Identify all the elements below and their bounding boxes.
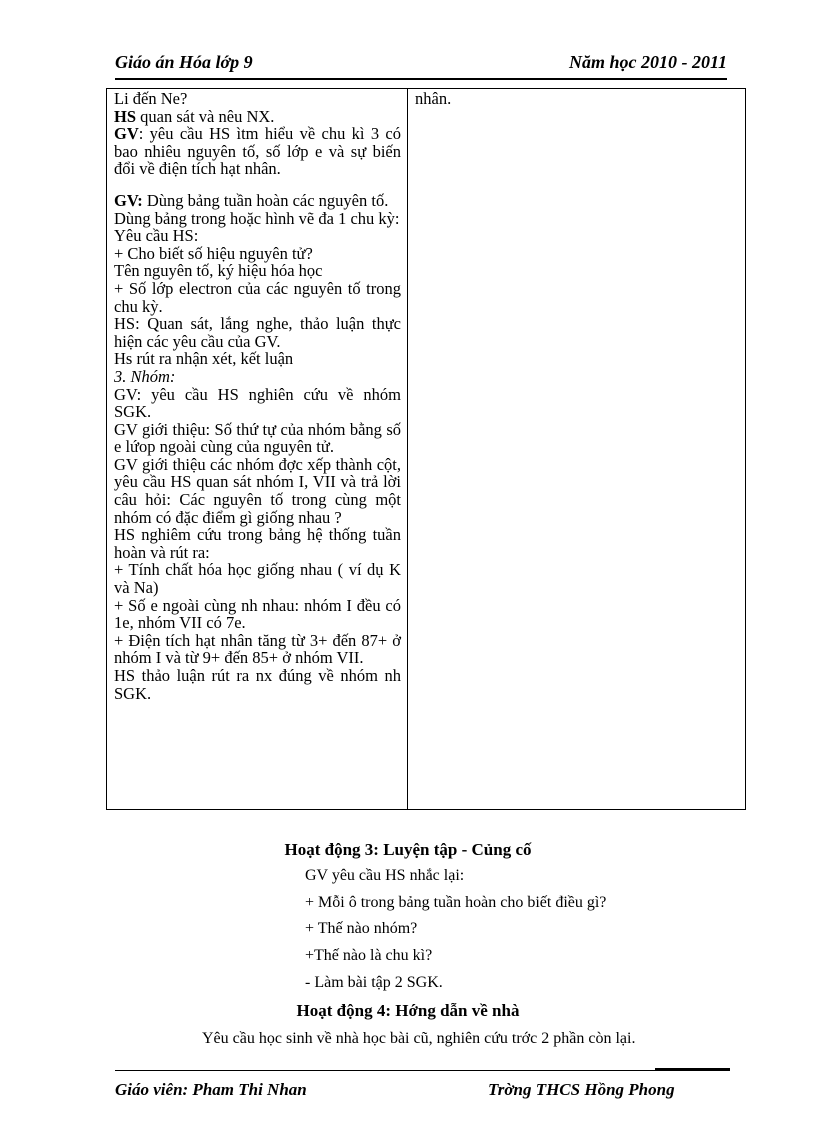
- bold-lead: HS: [114, 106, 137, 126]
- left-paragraph: [114, 108, 401, 126]
- paragraph-gap: [114, 178, 401, 192]
- left-paragraph: [114, 526, 401, 561]
- paragraph-text: HS nghiêm cứu trong bảng hệ thống tuần hoàn và rút ra:: [114, 525, 401, 562]
- activity3-line: GV yêu cầu HS nhắc lại:: [305, 867, 465, 884]
- paragraph-text: Dùng bảng trong hoặc hình vẽ đa 1 chu kỳ:: [114, 208, 400, 228]
- bold-lead: GV:: [114, 190, 143, 210]
- paragraph-text: + Cho biết số hiệu nguyên tử?: [114, 243, 313, 263]
- paragraph-text: GV giới thiệu các nhóm đợc xếp thành cột, yêu cầu HS quan sát nhóm I, VII và trả lời câu hỏi: Các nguyên tố trong cùng một nhóm có đặc điểm gì giống nhau ?: [114, 454, 401, 527]
- footer-school: Trờng THCS Hồng Phong: [488, 1080, 675, 1099]
- left-paragraph: [114, 262, 401, 280]
- left-paragraph: [114, 315, 401, 350]
- activity4-text: Yêu cầu học sinh về nhà học bài cũ, nghiên cứu trớc 2 phần còn lại.: [202, 1030, 636, 1047]
- left-paragraph: [114, 90, 401, 108]
- paragraph-text: Tên nguyên tố, ký hiệu hóa học: [114, 261, 323, 281]
- paragraph-text: Yêu cầu HS:: [114, 226, 199, 246]
- activity3-line: - Làm bài tập 2 SGK.: [305, 974, 443, 991]
- left-paragraph: [114, 245, 401, 263]
- footer-teacher: Giáo viên: Pham Thi Nhan: [115, 1080, 307, 1099]
- left-paragraph: [114, 456, 401, 526]
- left-paragraph: [114, 280, 401, 315]
- left-paragraph: [114, 125, 401, 178]
- paragraph-text: GV giới thiệu: Số thứ tự của nhóm bằng số e lứop ngoài cùng của nguyên tử.: [114, 419, 401, 457]
- left-paragraph: [114, 227, 401, 245]
- content-column: [408, 89, 745, 809]
- paragraph-text: + Tính chất hóa học giống nhau ( ví dụ K và Na): [114, 560, 401, 598]
- left-cell: [107, 89, 407, 702]
- header-subject: Giáo án Hóa lớp 9: [115, 52, 253, 72]
- paragraph-text: HS: Quan sát, lắng nghe, thảo luận thực hiện các yêu cầu của GV.: [114, 314, 401, 351]
- paragraph-text: Li đến Ne?: [114, 89, 188, 108]
- paragraph-text: + Số lớp electron của các nguyên tố trong chu kỳ.: [114, 278, 401, 316]
- activity3-line: +Thế nào là chu kì?: [305, 947, 433, 964]
- footer-divider: [115, 1070, 730, 1071]
- paragraph-text: HS thảo luận rút ra nx đúng về nhóm nh SGK.: [114, 666, 401, 703]
- paragraph-text: GV: yêu cầu HS nghiên cứu về nhóm SGK.: [114, 384, 401, 422]
- activity3-title: Hoạt động 3: Luyện tập - Củng cố: [284, 840, 532, 859]
- footer-divider-accent: [655, 1068, 730, 1070]
- left-paragraph: [114, 386, 401, 421]
- page-header: [115, 50, 727, 80]
- left-paragraph: [114, 210, 401, 228]
- left-paragraph: [114, 632, 401, 667]
- left-paragraph: [114, 561, 401, 596]
- paragraph-text: : yêu cầu HS ìtm hiểu về chu kì 3 có bao nhiêu nguyên tố, số lớp e và sự biến đổi về điện tích hạt nhân.: [114, 124, 401, 179]
- left-paragraph: [114, 350, 401, 368]
- section-heading: 3. Nhóm:: [114, 366, 176, 386]
- bold-lead: GV: [114, 124, 139, 144]
- paragraph-text: quan sát và nêu NX.: [136, 106, 275, 126]
- left-paragraph: [114, 667, 401, 702]
- activity3-line: + Mỗi ô trong bảng tuần hoàn cho biết điều gì?: [305, 894, 607, 911]
- left-paragraph: [114, 597, 401, 632]
- paragraph-text: + Điện tích hạt nhân tăng từ 3+ đến 87+ ở nhóm I và từ 9+ đến 85+ ở nhóm VII.: [114, 630, 401, 668]
- header-school-year: Năm học 2010 - 2011: [568, 52, 727, 72]
- activity3-line: + Thế nào nhóm?: [305, 920, 418, 937]
- lesson-table: [106, 88, 746, 810]
- paragraph-text: Dùng bảng tuần hoàn các nguyên tố.: [142, 190, 389, 210]
- teacher-student-activities-column: [107, 89, 408, 809]
- activity4-title: Hoạt động 4: Hớng dẫn về nhà: [296, 1001, 520, 1020]
- left-paragraph: [114, 192, 401, 210]
- left-paragraph: [114, 368, 401, 386]
- paragraph-text: Hs rút ra nhận xét, kết luận: [114, 349, 294, 369]
- paragraph-text: + Số e ngoài cùng nh nhau: nhóm I đều có 1e, nhóm VII có 7e.: [114, 595, 401, 633]
- right-cell-text: nhân.: [415, 89, 452, 108]
- left-paragraph: [114, 421, 401, 456]
